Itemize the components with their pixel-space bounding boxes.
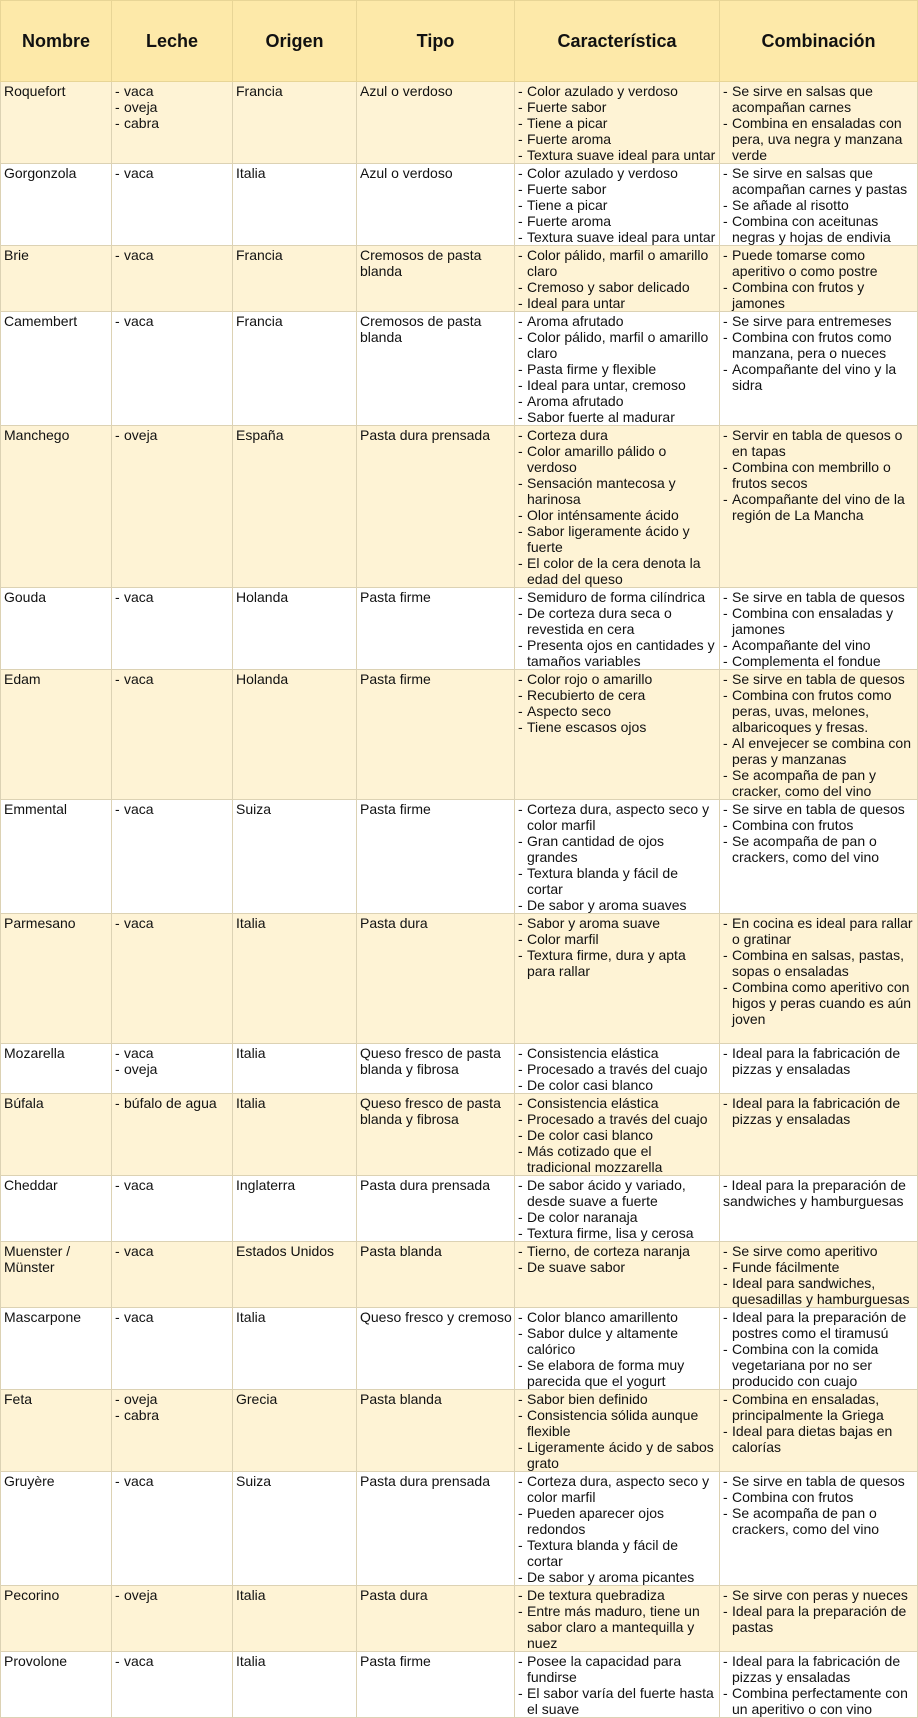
header-leche: Leche	[112, 1, 233, 82]
list-item: - Combina con frutos como peras, uvas, melones, albaricoques y fresas.	[723, 687, 915, 735]
list-item: - Fuerte sabor	[518, 99, 717, 115]
cell-tipo: Pasta blanda	[357, 1390, 515, 1472]
cell-tipo: Pasta firme	[357, 800, 515, 914]
cell-nombre: Roquefort	[1, 82, 112, 164]
list-item: - Combina con la comida vegetariana por no ser producido con cuajo	[723, 1341, 915, 1389]
list-item: - Fuerte aroma	[518, 131, 717, 147]
list-item: - Se acompaña de pan o crackers, como del vino	[723, 833, 915, 865]
cell-caracteristica	[515, 1044, 720, 1094]
list-item: - Combina en ensaladas con pera, uva negra y manzana verde	[723, 115, 915, 163]
list-item: - vaca	[115, 1653, 230, 1669]
header-row	[1, 1, 918, 82]
list-item: - Se sirve en tabla de quesos	[723, 589, 915, 605]
cell-origen: Italia	[233, 1044, 357, 1094]
cell-combinacion	[720, 312, 918, 426]
cell-leche	[112, 246, 233, 312]
cell-tipo: Pasta dura	[357, 1586, 515, 1652]
table-row	[1, 588, 918, 670]
list-item: - vaca	[115, 671, 230, 687]
list-item: - vaca	[115, 801, 230, 817]
list-item: - Textura suave ideal para untar	[518, 147, 717, 163]
table-body	[1, 82, 918, 1718]
cell-caracteristica	[515, 588, 720, 670]
list-item: - Tiene a picar	[518, 115, 717, 131]
cell-nombre: Brie	[1, 246, 112, 312]
table-row	[1, 1390, 918, 1472]
list-item: - Tiene a picar	[518, 197, 717, 213]
list-item: - vaca	[115, 1177, 230, 1193]
list-item: - El sabor varía del fuerte hasta el suave	[518, 1685, 717, 1717]
cell-combinacion	[720, 800, 918, 914]
cell-caracteristica	[515, 426, 720, 588]
cell-nombre: Pecorino	[1, 1586, 112, 1652]
list-item: - cabra	[115, 115, 230, 131]
cell-combinacion	[720, 914, 918, 1044]
cell-tipo: Azul o verdoso	[357, 164, 515, 246]
cell-combinacion	[720, 670, 918, 800]
table-row	[1, 914, 918, 1044]
list-item: - Ideal para dietas bajas en calorías	[723, 1423, 915, 1455]
list-item: - Combina con membrillo o frutos secos	[723, 459, 915, 491]
cell-combinacion	[720, 164, 918, 246]
cell-leche	[112, 164, 233, 246]
cell-origen: Estados Unidos	[233, 1242, 357, 1308]
cell-nombre: Manchego	[1, 426, 112, 588]
table-row	[1, 246, 918, 312]
list-item: - Se sirve como aperitivo	[723, 1243, 915, 1259]
cell-leche	[112, 800, 233, 914]
list-item: - vaca	[115, 915, 230, 931]
list-item: - Se sirve para entremeses	[723, 313, 915, 329]
list-item: - Entre más maduro, tiene un sabor claro a mantequilla y nuez	[518, 1603, 717, 1651]
list-item: - Color marfil	[518, 931, 717, 947]
cell-combinacion	[720, 246, 918, 312]
cell-caracteristica	[515, 1308, 720, 1390]
list-item: - Procesado a través del cuajo	[518, 1061, 717, 1077]
list-item: - Ideal para sandwiches, quesadillas y hamburguesas	[723, 1275, 915, 1307]
list-item: - De color naranaja	[518, 1209, 717, 1225]
list-item: - oveja	[115, 99, 230, 115]
header-caracteristica: Característica	[515, 1, 720, 82]
header-nombre: Nombre	[1, 1, 112, 82]
cell-tipo: Pasta dura prensada	[357, 1176, 515, 1242]
cell-tipo: Cremosos de pasta blanda	[357, 246, 515, 312]
cell-combinacion	[720, 1242, 918, 1308]
cell-caracteristica	[515, 312, 720, 426]
list-item: - Color amarillo pálido o verdoso	[518, 443, 717, 475]
list-item: - Posee la capacidad para fundirse	[518, 1653, 717, 1685]
list-item: - Consistencia elástica	[518, 1095, 717, 1111]
list-item: - Sabor dulce y altamente calórico	[518, 1325, 717, 1357]
list-item: - En cocina es ideal para rallar o gratinar	[723, 915, 915, 947]
cell-origen: Grecia	[233, 1390, 357, 1472]
list-item: - Presenta ojos en cantidades y tamaños variables	[518, 637, 717, 669]
cell-caracteristica	[515, 246, 720, 312]
list-item: - Color azulado y verdoso	[518, 83, 717, 99]
cell-nombre: Feta	[1, 1390, 112, 1472]
list-item: - Ideal para la fabricación de pizzas y ensaladas	[723, 1045, 915, 1077]
list-item: - vaca	[115, 1473, 230, 1489]
list-item: - Ideal para untar	[518, 295, 717, 311]
list-item: - Aroma afrutado	[518, 393, 717, 409]
cell-origen: España	[233, 426, 357, 588]
list-item: - Color blanco amarillento	[518, 1309, 717, 1325]
cell-nombre: Mascarpone	[1, 1308, 112, 1390]
cell-leche	[112, 1390, 233, 1472]
cell-origen: Inglaterra	[233, 1176, 357, 1242]
list-item: - vaca	[115, 589, 230, 605]
list-item: - Acompañante del vino	[723, 637, 915, 653]
list-item: - Se sirve en tabla de quesos	[723, 801, 915, 817]
cell-leche	[112, 1586, 233, 1652]
cell-caracteristica	[515, 1094, 720, 1176]
list-item: - Combina perfectamente con un aperitivo o con vino	[723, 1685, 915, 1717]
cell-leche	[112, 670, 233, 800]
cell-combinacion	[720, 1586, 918, 1652]
list-item: - vaca	[115, 247, 230, 263]
cell-origen: Holanda	[233, 670, 357, 800]
list-item: - búfalo de agua	[115, 1095, 230, 1111]
cell-leche	[112, 1242, 233, 1308]
cell-caracteristica	[515, 1176, 720, 1242]
list-item: - Gran cantidad de ojos grandes	[518, 833, 717, 865]
list-item: - Sabor y aroma suave	[518, 915, 717, 931]
list-item: - vaca	[115, 83, 230, 99]
list-item: - cabra	[115, 1407, 230, 1423]
list-item: - Complementa el fondue	[723, 653, 915, 669]
list-item: - oveja	[115, 1391, 230, 1407]
list-item: - vaca	[115, 165, 230, 181]
cell-nombre: Provolone	[1, 1652, 112, 1718]
cell-origen: Italia	[233, 1094, 357, 1176]
cell-combinacion: - Ideal para la preparación de sandwiches y hamburguesas	[720, 1176, 918, 1242]
list-item: - Más cotizado que el tradicional mozzarella	[518, 1143, 717, 1175]
list-item: - Puede tomarse como aperitivo o como postre	[723, 247, 915, 279]
cell-nombre: Camembert	[1, 312, 112, 426]
list-item: - Sabor fuerte al madurar	[518, 409, 717, 425]
cell-leche	[112, 426, 233, 588]
list-item: - Semiduro de forma cilíndrica	[518, 589, 717, 605]
list-item: - Combina con frutos	[723, 1489, 915, 1505]
table-row	[1, 1472, 918, 1586]
cell-tipo: Queso fresco de pasta blanda y fibrosa	[357, 1044, 515, 1094]
list-item: - Combina con frutos como manzana, pera o nueces	[723, 329, 915, 361]
cell-nombre: Parmesano	[1, 914, 112, 1044]
list-item: - Combina con frutos y jamones	[723, 279, 915, 311]
cell-nombre: Mozarella	[1, 1044, 112, 1094]
list-item: - Combina como aperitivo con higos y peras cuando es aún joven	[723, 979, 915, 1027]
list-item: - De textura quebradiza	[518, 1587, 717, 1603]
list-item: - Color rojo o amarillo	[518, 671, 717, 687]
cell-nombre: Gruyère	[1, 1472, 112, 1586]
cell-origen: Holanda	[233, 588, 357, 670]
list-item: - Color azulado y verdoso	[518, 165, 717, 181]
list-item: - Se elabora de forma muy parecida que el yogurt	[518, 1357, 717, 1389]
list-item: - Ideal para untar, cremoso	[518, 377, 717, 393]
cell-combinacion	[720, 1308, 918, 1390]
list-item: - Consistencia elástica	[518, 1045, 717, 1061]
cell-tipo: Pasta dura prensada	[357, 1472, 515, 1586]
list-item: - Olor inténsamente ácido	[518, 507, 717, 523]
list-item: - Combina en ensaladas, principalmente la Griega	[723, 1391, 915, 1423]
table-row	[1, 1652, 918, 1718]
cell-tipo: Pasta blanda	[357, 1242, 515, 1308]
list-item: - Corteza dura	[518, 427, 717, 443]
list-item: - Acompañante del vino de la región de La Mancha	[723, 491, 915, 523]
cell-nombre: Gouda	[1, 588, 112, 670]
cell-tipo: Pasta dura	[357, 914, 515, 1044]
cell-combinacion	[720, 1044, 918, 1094]
cell-tipo: Queso fresco y cremoso	[357, 1308, 515, 1390]
list-item: - Corteza dura, aspecto seco y color marfil	[518, 1473, 717, 1505]
list-item: - Textura blanda y fácil de cortar	[518, 865, 717, 897]
table-row	[1, 800, 918, 914]
list-item: - Procesado a través del cuajo	[518, 1111, 717, 1127]
list-item: - De sabor y aroma suaves	[518, 897, 717, 913]
list-item: - Pueden aparecer ojos redondos	[518, 1505, 717, 1537]
cell-caracteristica	[515, 1390, 720, 1472]
cell-leche	[112, 914, 233, 1044]
list-item: - oveja	[115, 427, 230, 443]
cell-origen: Italia	[233, 914, 357, 1044]
cell-nombre: Cheddar	[1, 1176, 112, 1242]
list-item: - Se sirve en salsas que acompañan carnes y pastas	[723, 165, 915, 197]
cell-caracteristica	[515, 800, 720, 914]
list-item: - vaca	[115, 1045, 230, 1061]
cell-combinacion	[720, 426, 918, 588]
list-item: - oveja	[115, 1061, 230, 1077]
list-item: - De suave sabor	[518, 1259, 717, 1275]
list-item: - Fuerte sabor	[518, 181, 717, 197]
list-item: - De corteza dura seca o revestida en cera	[518, 605, 717, 637]
cell-nombre: Emmental	[1, 800, 112, 914]
cell-caracteristica	[515, 914, 720, 1044]
list-item: - Se acompaña de pan y cracker, como del vino	[723, 767, 915, 799]
list-item: - Al envejecer se combina con peras y manzanas	[723, 735, 915, 767]
list-item: - Pasta firme y flexible	[518, 361, 717, 377]
cell-combinacion	[720, 1390, 918, 1472]
header-origen: Origen	[233, 1, 357, 82]
cell-nombre: Edam	[1, 670, 112, 800]
cell-caracteristica	[515, 1652, 720, 1718]
list-item: - Consistencia sólida aunque flexible	[518, 1407, 717, 1439]
cell-combinacion	[720, 82, 918, 164]
cell-leche	[112, 1472, 233, 1586]
cell-origen: Suiza	[233, 1472, 357, 1586]
cell-origen: Francia	[233, 82, 357, 164]
cell-leche	[112, 588, 233, 670]
cell-caracteristica	[515, 82, 720, 164]
cell-tipo: Cremosos de pasta blanda	[357, 312, 515, 426]
table-row	[1, 1094, 918, 1176]
list-item: - Se sirve en tabla de quesos	[723, 671, 915, 687]
cell-leche	[112, 1094, 233, 1176]
cell-origen: Italia	[233, 164, 357, 246]
list-item: - Ideal para la fabricación de pizzas y ensaladas	[723, 1653, 915, 1685]
cell-leche	[112, 82, 233, 164]
cell-leche	[112, 1044, 233, 1094]
list-item: - Combina con aceitunas negras y hojas de endivia	[723, 213, 915, 245]
cell-tipo: Pasta firme	[357, 588, 515, 670]
list-item: - vaca	[115, 313, 230, 329]
cell-origen: Italia	[233, 1586, 357, 1652]
cell-leche	[112, 1176, 233, 1242]
table-row	[1, 670, 918, 800]
list-item: - Funde fácilmente	[723, 1259, 915, 1275]
cell-tipo: Pasta firme	[357, 670, 515, 800]
cell-combinacion	[720, 1094, 918, 1176]
cell-origen: Italia	[233, 1652, 357, 1718]
list-item: - Ideal para la fabricación de pizzas y ensaladas	[723, 1095, 915, 1127]
cell-combinacion	[720, 1472, 918, 1586]
list-item: - Acompañante del vino y la sidra	[723, 361, 915, 393]
list-item: - Recubierto de cera	[518, 687, 717, 703]
list-item: - Corteza dura, aspecto seco y color marfil	[518, 801, 717, 833]
list-item: - Ideal para la preparación de pastas	[723, 1603, 915, 1635]
list-item: - Cremoso y sabor delicado	[518, 279, 717, 295]
cell-caracteristica	[515, 670, 720, 800]
table-row	[1, 1176, 918, 1242]
list-item: - De color casi blanco	[518, 1127, 717, 1143]
cell-tipo: Queso fresco de pasta blanda y fibrosa	[357, 1094, 515, 1176]
list-item: - Sabor ligeramente ácido y fuerte	[518, 523, 717, 555]
cell-caracteristica	[515, 1472, 720, 1586]
list-item: - Ligeramente ácido y de sabos grato	[518, 1439, 717, 1471]
list-item: - Se acompaña de pan o crackers, como del vino	[723, 1505, 915, 1537]
table-row	[1, 1586, 918, 1652]
cell-tipo: Azul o verdoso	[357, 82, 515, 164]
cell-caracteristica	[515, 1586, 720, 1652]
cell-tipo: Pasta firme	[357, 1652, 515, 1718]
table-row	[1, 312, 918, 426]
cell-caracteristica	[515, 1242, 720, 1308]
list-item: - Textura firme, lisa y cerosa	[518, 1225, 717, 1241]
list-item: - Se sirve con peras y nueces	[723, 1587, 915, 1603]
list-item: - Aroma afrutado	[518, 313, 717, 329]
list-item: - Fuerte aroma	[518, 213, 717, 229]
cell-nombre: Gorgonzola	[1, 164, 112, 246]
list-item: - Aspecto seco	[518, 703, 717, 719]
cell-leche	[112, 1308, 233, 1390]
cell-combinacion	[720, 588, 918, 670]
cell-caracteristica	[515, 164, 720, 246]
list-item: - Sensación mantecosa y harinosa	[518, 475, 717, 507]
list-item: - Se añade al risotto	[723, 197, 915, 213]
table-row	[1, 1308, 918, 1390]
list-item: - El color de la cera denota la edad del queso	[518, 555, 717, 587]
list-item: - Color pálido, marfil o amarillo claro	[518, 247, 717, 279]
list-item: - Textura suave ideal para untar	[518, 229, 717, 245]
table-row	[1, 82, 918, 164]
cell-tipo: Pasta dura prensada	[357, 426, 515, 588]
cell-origen: Francia	[233, 246, 357, 312]
header-tipo: Tipo	[357, 1, 515, 82]
table-row	[1, 1242, 918, 1308]
cell-origen: Suiza	[233, 800, 357, 914]
table-row	[1, 164, 918, 246]
list-item: - Se sirve en tabla de quesos	[723, 1473, 915, 1489]
list-item: - Se sirve en salsas que acompañan carnes	[723, 83, 915, 115]
list-item: - Textura firme, dura y apta para rallar	[518, 947, 717, 979]
list-item: - De sabor ácido y variado, desde suave a fuerte	[518, 1177, 717, 1209]
list-item: - oveja	[115, 1587, 230, 1603]
list-item: - De color casi blanco	[518, 1077, 717, 1093]
list-item: - Color pálido, marfil o amarillo claro	[518, 329, 717, 361]
cell-origen: Italia	[233, 1308, 357, 1390]
cell-leche	[112, 312, 233, 426]
list-item: - Ideal para la preparación de postres como el tiramusú	[723, 1309, 915, 1341]
cell-origen: Francia	[233, 312, 357, 426]
list-item: - De sabor y aroma picantes	[518, 1569, 717, 1585]
list-item: - Sabor bien definido	[518, 1391, 717, 1407]
list-item: - vaca	[115, 1243, 230, 1259]
list-item: - Textura blanda y fácil de cortar	[518, 1537, 717, 1569]
table-row	[1, 426, 918, 588]
list-item: - Combina con ensaladas y jamones	[723, 605, 915, 637]
list-item: - Tierno, de corteza naranja	[518, 1243, 717, 1259]
cell-nombre: Muenster / Münster	[1, 1242, 112, 1308]
list-item: - Combina en salsas, pastas, sopas o ensaladas	[723, 947, 915, 979]
list-item: - Combina con frutos	[723, 817, 915, 833]
list-item: - vaca	[115, 1309, 230, 1325]
cell-combinacion	[720, 1652, 918, 1718]
list-item: - Servir en tabla de quesos o en tapas	[723, 427, 915, 459]
header-combinacion: Combinación	[720, 1, 918, 82]
list-item: - Tiene escasos ojos	[518, 719, 717, 735]
cell-leche	[112, 1652, 233, 1718]
cell-nombre: Búfala	[1, 1094, 112, 1176]
table-row	[1, 1044, 918, 1094]
